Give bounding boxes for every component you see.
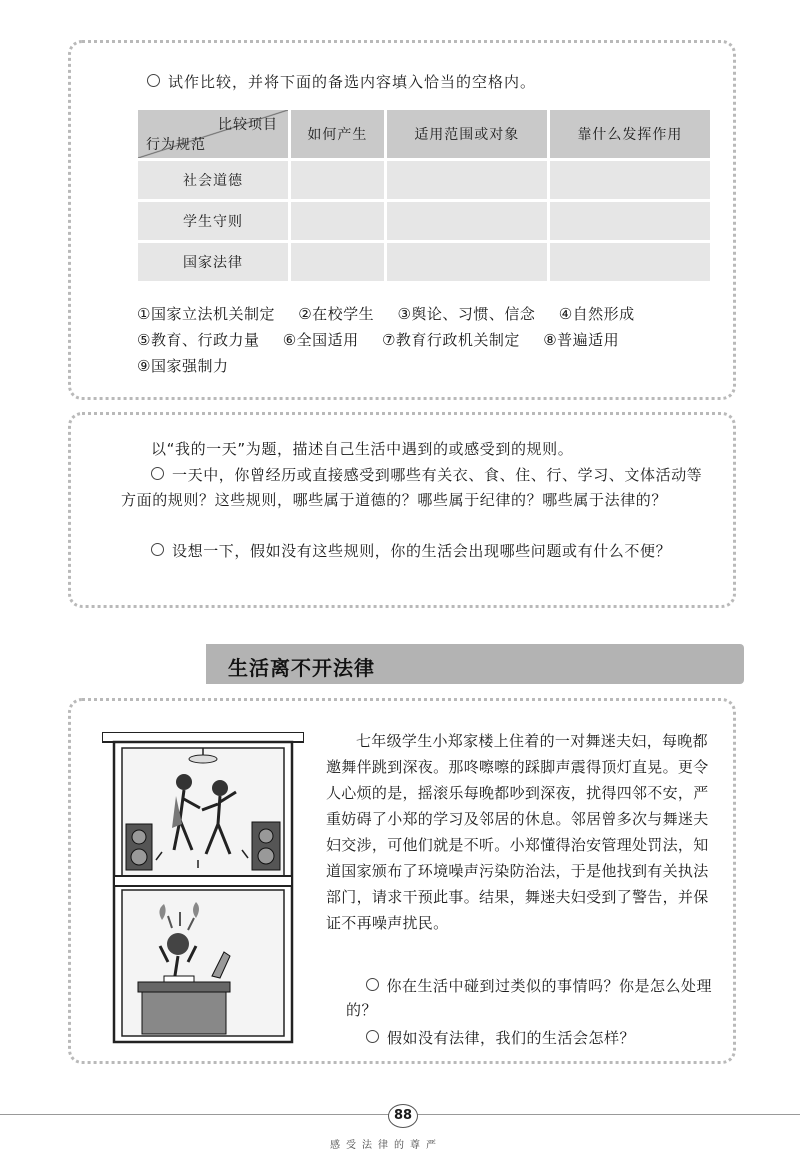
option-item: ⑦教育行政机关制定 <box>381 331 520 349</box>
circle-bullet-icon <box>366 978 379 991</box>
blank-cell[interactable] <box>387 202 547 240</box>
option-item: ⑥全国适用 <box>282 331 359 349</box>
comparison-table <box>135 107 713 284</box>
blank-cell[interactable] <box>550 202 710 240</box>
blank-cell[interactable] <box>291 202 384 240</box>
option-item: ①国家立法机关制定 <box>137 305 275 323</box>
blank-cell[interactable] <box>550 243 710 281</box>
corner-top-label: 比较项目 <box>218 117 278 133</box>
section-title: 生活离不开法律 <box>228 656 375 680</box>
story-question-1: 你在生活中碰到过类似的事情吗？你是怎么处理的？ <box>346 977 713 1019</box>
section-banner <box>206 644 744 684</box>
my-day-question-2: 设想一下，假如没有这些规则，你的生活会出现哪些问题或有什么不便？ <box>121 539 703 564</box>
option-row <box>137 327 653 353</box>
story-paragraph: 七年级学生小郑家楼上住着的一对舞迷夫妇，每晚都邀舞伴跳到深夜。那咚嚓嚓的踩脚声震得顶灯直晃。更令人心烦的是，摇滚乐每晚都吵到深夜，扰得四邻不安，严重妨碍了小郑的学习及邻居的休息。邻居曾多次与舞迷夫妇交涉，可他们就是不听。小郑懂得治安管理处罚法，知道国家颁布了环境噪声污染防治法，于是他找到有关执法部门，请求干预此事。结果，舞迷夫妇受到了警告，并保证不再噪声扰民。 <box>326 732 709 932</box>
row-header: 社会道德 <box>138 161 288 199</box>
my-day-intro: 以“我的一天”为题，描述自己生活中遇到的或感受到的规则。 <box>151 440 574 458</box>
table-row <box>138 161 710 199</box>
blank-cell[interactable] <box>387 243 547 281</box>
option-row <box>137 301 653 327</box>
circle-bullet-icon <box>151 467 164 480</box>
column-header: 靠什么发挥作用 <box>550 110 710 158</box>
option-item: ④自然形成 <box>558 305 635 323</box>
table-header-row <box>138 110 710 158</box>
circle-bullet-icon <box>147 74 160 87</box>
exercise-box-compare <box>68 40 736 400</box>
circle-bullet-icon <box>151 543 164 556</box>
table-row <box>138 243 710 281</box>
blank-cell[interactable] <box>387 161 547 199</box>
compare-instruction: 试作比较，并将下面的备选内容填入恰当的空格内。 <box>147 71 536 92</box>
exercise-box-my-day <box>68 412 736 608</box>
option-item: ③舆论、习惯、信念 <box>397 305 536 323</box>
table-corner-cell <box>138 110 288 158</box>
row-header: 学生守则 <box>138 202 288 240</box>
column-header: 如何产生 <box>291 110 384 158</box>
option-item: ⑧普遍适用 <box>543 331 620 349</box>
page-number: 88 <box>388 1104 418 1128</box>
circle-bullet-icon <box>366 1030 379 1043</box>
blank-cell[interactable] <box>291 243 384 281</box>
blank-cell[interactable] <box>550 161 710 199</box>
option-list <box>137 301 653 379</box>
footer-book-title: 感受法律的尊严 <box>330 1140 442 1151</box>
row-header: 国家法律 <box>138 243 288 281</box>
option-item: ②在校学生 <box>298 305 375 323</box>
my-day-question-1: 一天中，你曾经历或直接感受到哪些有关衣、食、住、行、学习、文体活动等方面的规则？这些规则，哪些属于道德的？哪些属于纪律的？哪些属于法律的？ <box>121 466 703 509</box>
story-question-2: 假如没有法律，我们的生活会怎样？ <box>366 1026 716 1050</box>
corner-bottom-label: 行为规范 <box>146 137 206 153</box>
blank-cell[interactable] <box>291 161 384 199</box>
cartoon-noise-illustration <box>102 732 304 1046</box>
option-item: ⑤教育、行政力量 <box>137 331 260 349</box>
column-header: 适用范围或对象 <box>387 110 547 158</box>
option-item: ⑨国家强制力 <box>137 357 229 375</box>
option-row <box>137 353 653 379</box>
table-row <box>138 202 710 240</box>
